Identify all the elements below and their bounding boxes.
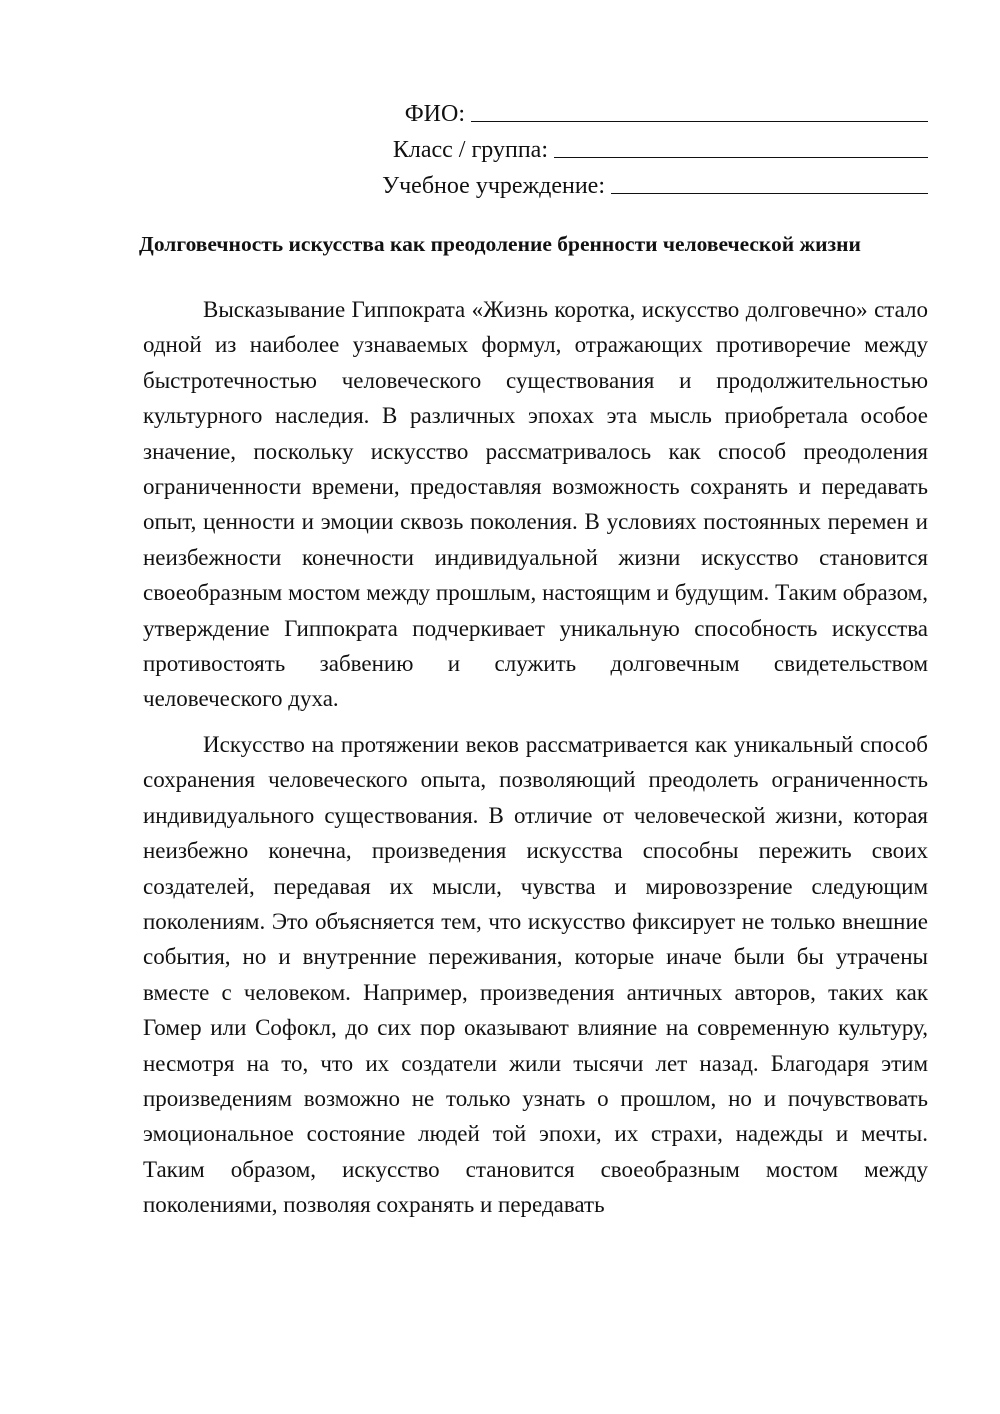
- student-info-block: [308, 92, 928, 200]
- name-field-label: ФИО:: [404, 101, 465, 127]
- institution-field-row: [308, 164, 928, 200]
- class-field-row: [308, 128, 928, 164]
- name-field-line: [471, 95, 928, 122]
- essay-paragraph: Искусство на протяжении веков рассматривается как уникальный способ сохранения человеческого опыта, позволяющий преодолеть ограниченность индивидуального существования. В отличие от человеческой жизни, которая неизбежно конечна, произведения искусства способны пережить своих создателей, передавая их мысли, чувства и мировоззрение следующим поколениям. Это объясняется тем, что искусство фиксирует не только внешние события, но и внутренние переживания, которые иначе были бы утрачены вместе с человеком. Например, произведения античных авторов, таких как Гомер или Софокл, до сих пор оказывают влияние на современную культуру, несмотря на то, что их создатели жили тысячи лет назад. Благодаря этим произведениям возможно не только узнать о прошлом, но и почувствовать эмоциональное состояние людей той эпохи, их страхи, надежды и мечты. Таким образом, искусство становится своеобразным мостом между поколениями, позволяя сохранять и передавать: [143, 731, 928, 1218]
- class-field-label: Класс / группа:: [392, 137, 548, 163]
- essay-title: Долговечность искусства как преодоление бренности человеческой жизни: [139, 232, 861, 256]
- essay-paragraph: Высказывание Гиппократа «Жизнь коротка, искусство долговечно» стало одной из наиболее узнаваемых формул, отражающих противоречие между быстротечностью человеческого существования и продолжительностью культурного наследия. В различных эпохах эта мысль приобретала особое значение, поскольку искусство рассматривалось как способ преодоления ограниченности времени, предоставляя возможность сохранять и передавать опыт, ценности и эмоции сквозь поколения. В условиях постоянных перемен и неизбежности конечности индивидуальной жизни искусство становится своеобразным мостом между прошлым, настоящим и будущим. Таким образом, утверждение Гиппократа подчеркивает уникальную способность искусства противостоять забвению и служить долговечным свидетельством человеческого духа.: [143, 297, 928, 712]
- essay-body: [143, 292, 928, 1233]
- name-field-row: [308, 92, 928, 128]
- institution-field-label: Учебное учреждение:: [382, 173, 605, 199]
- institution-field-line: [611, 167, 928, 194]
- class-field-line: [554, 131, 928, 158]
